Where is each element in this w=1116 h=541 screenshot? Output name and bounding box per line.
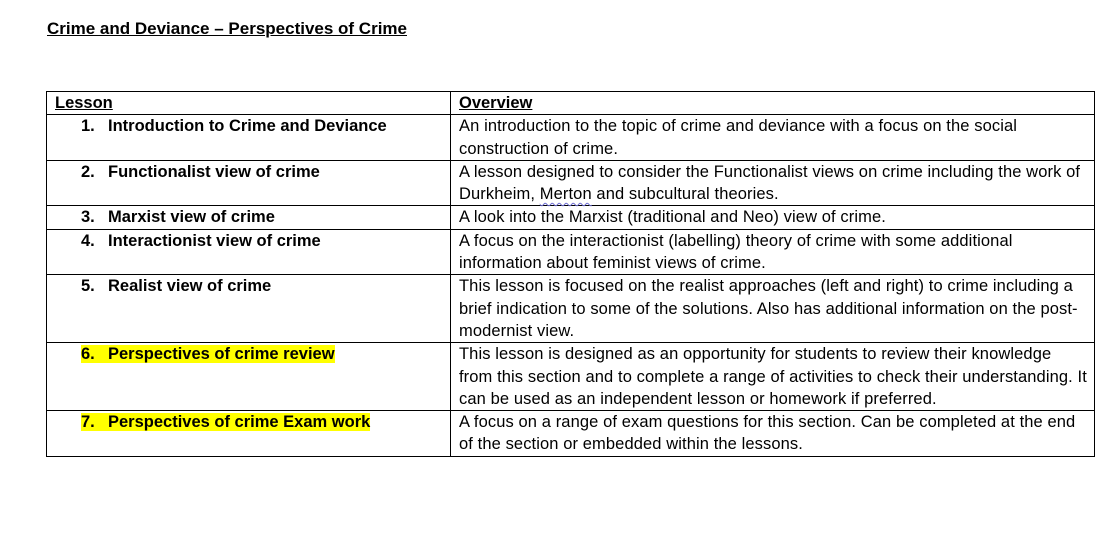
highlighted-lesson xyxy=(81,345,335,363)
lesson-item xyxy=(55,343,335,365)
lesson-item xyxy=(55,161,320,183)
header-lesson-label: Lesson xyxy=(55,94,113,112)
overview-text: and subcultural theories. xyxy=(591,185,779,204)
lesson-cell xyxy=(47,411,451,457)
lesson-number: 1. xyxy=(81,117,95,136)
lesson-number: 6. xyxy=(81,345,95,364)
header-overview xyxy=(451,92,1095,115)
table-row xyxy=(47,115,1095,161)
document-title: Crime and Deviance – Perspectives of Crime xyxy=(47,19,407,38)
overview-cell: A look into the Marxist (traditional and Neo) view of crime. xyxy=(451,206,1095,229)
lesson-name: Realist view of crime xyxy=(108,277,272,296)
lesson-item xyxy=(55,230,321,252)
lesson-name: Introduction to Crime and Deviance xyxy=(108,117,387,136)
lesson-number: 2. xyxy=(81,162,95,181)
overview-cell xyxy=(451,160,1095,206)
lesson-name: Functionalist view of crime xyxy=(108,162,320,181)
overview-cell: A focus on a range of exam questions for this section. Can be completed at the end of the section or embedded within the lessons. xyxy=(451,411,1095,457)
table-row xyxy=(47,206,1095,229)
lesson-number: 5. xyxy=(81,277,95,296)
lesson-number: 3. xyxy=(81,208,95,227)
lesson-name: Perspectives of crime Exam work xyxy=(108,413,371,432)
lesson-cell xyxy=(47,343,451,411)
lesson-number: 7. xyxy=(81,413,95,432)
spellcheck-flagged-word[interactable]: Merton xyxy=(539,185,592,204)
header-lesson xyxy=(47,92,451,115)
overview-text: A lesson designed to consider the Functionalist views on crime including the work of Durkheim, xyxy=(459,162,1081,204)
header-overview-label: Overview xyxy=(459,94,533,112)
table-row xyxy=(47,411,1095,457)
lesson-cell xyxy=(47,115,451,161)
overview-cell: This lesson is designed as an opportunity for students to review their knowledge from this section and to complete a range of activities to check their understanding. It can be used as an independent lesson or homework if preferred. xyxy=(451,343,1095,411)
table-row xyxy=(47,229,1095,275)
lesson-table xyxy=(46,91,1095,457)
lesson-name: Perspectives of crime review xyxy=(108,345,335,364)
lesson-item xyxy=(55,115,387,137)
lesson-cell xyxy=(47,229,451,275)
lesson-name: Marxist view of crime xyxy=(108,208,275,227)
overview-cell: This lesson is focused on the realist approaches (left and right) to crime including a brief indication to some of the solutions. Also has additional information on the post-modernist view. xyxy=(451,275,1095,343)
overview-cell: A focus on the interactionist (labelling) theory of crime with some additional information about feminist views of crime. xyxy=(451,229,1095,275)
table-row xyxy=(47,275,1095,343)
table-row xyxy=(47,343,1095,411)
highlighted-lesson xyxy=(81,413,370,431)
lesson-name: Interactionist view of crime xyxy=(108,231,321,250)
lesson-item xyxy=(55,206,275,228)
lesson-item xyxy=(55,411,370,433)
lesson-number: 4. xyxy=(81,231,95,250)
table-header-row xyxy=(47,92,1095,115)
lesson-cell xyxy=(47,275,451,343)
overview-cell: An introduction to the topic of crime and deviance with a focus on the social construction of crime. xyxy=(451,115,1095,161)
lesson-item xyxy=(55,275,271,297)
table-row xyxy=(47,160,1095,206)
lesson-cell xyxy=(47,206,451,229)
lesson-cell xyxy=(47,160,451,206)
